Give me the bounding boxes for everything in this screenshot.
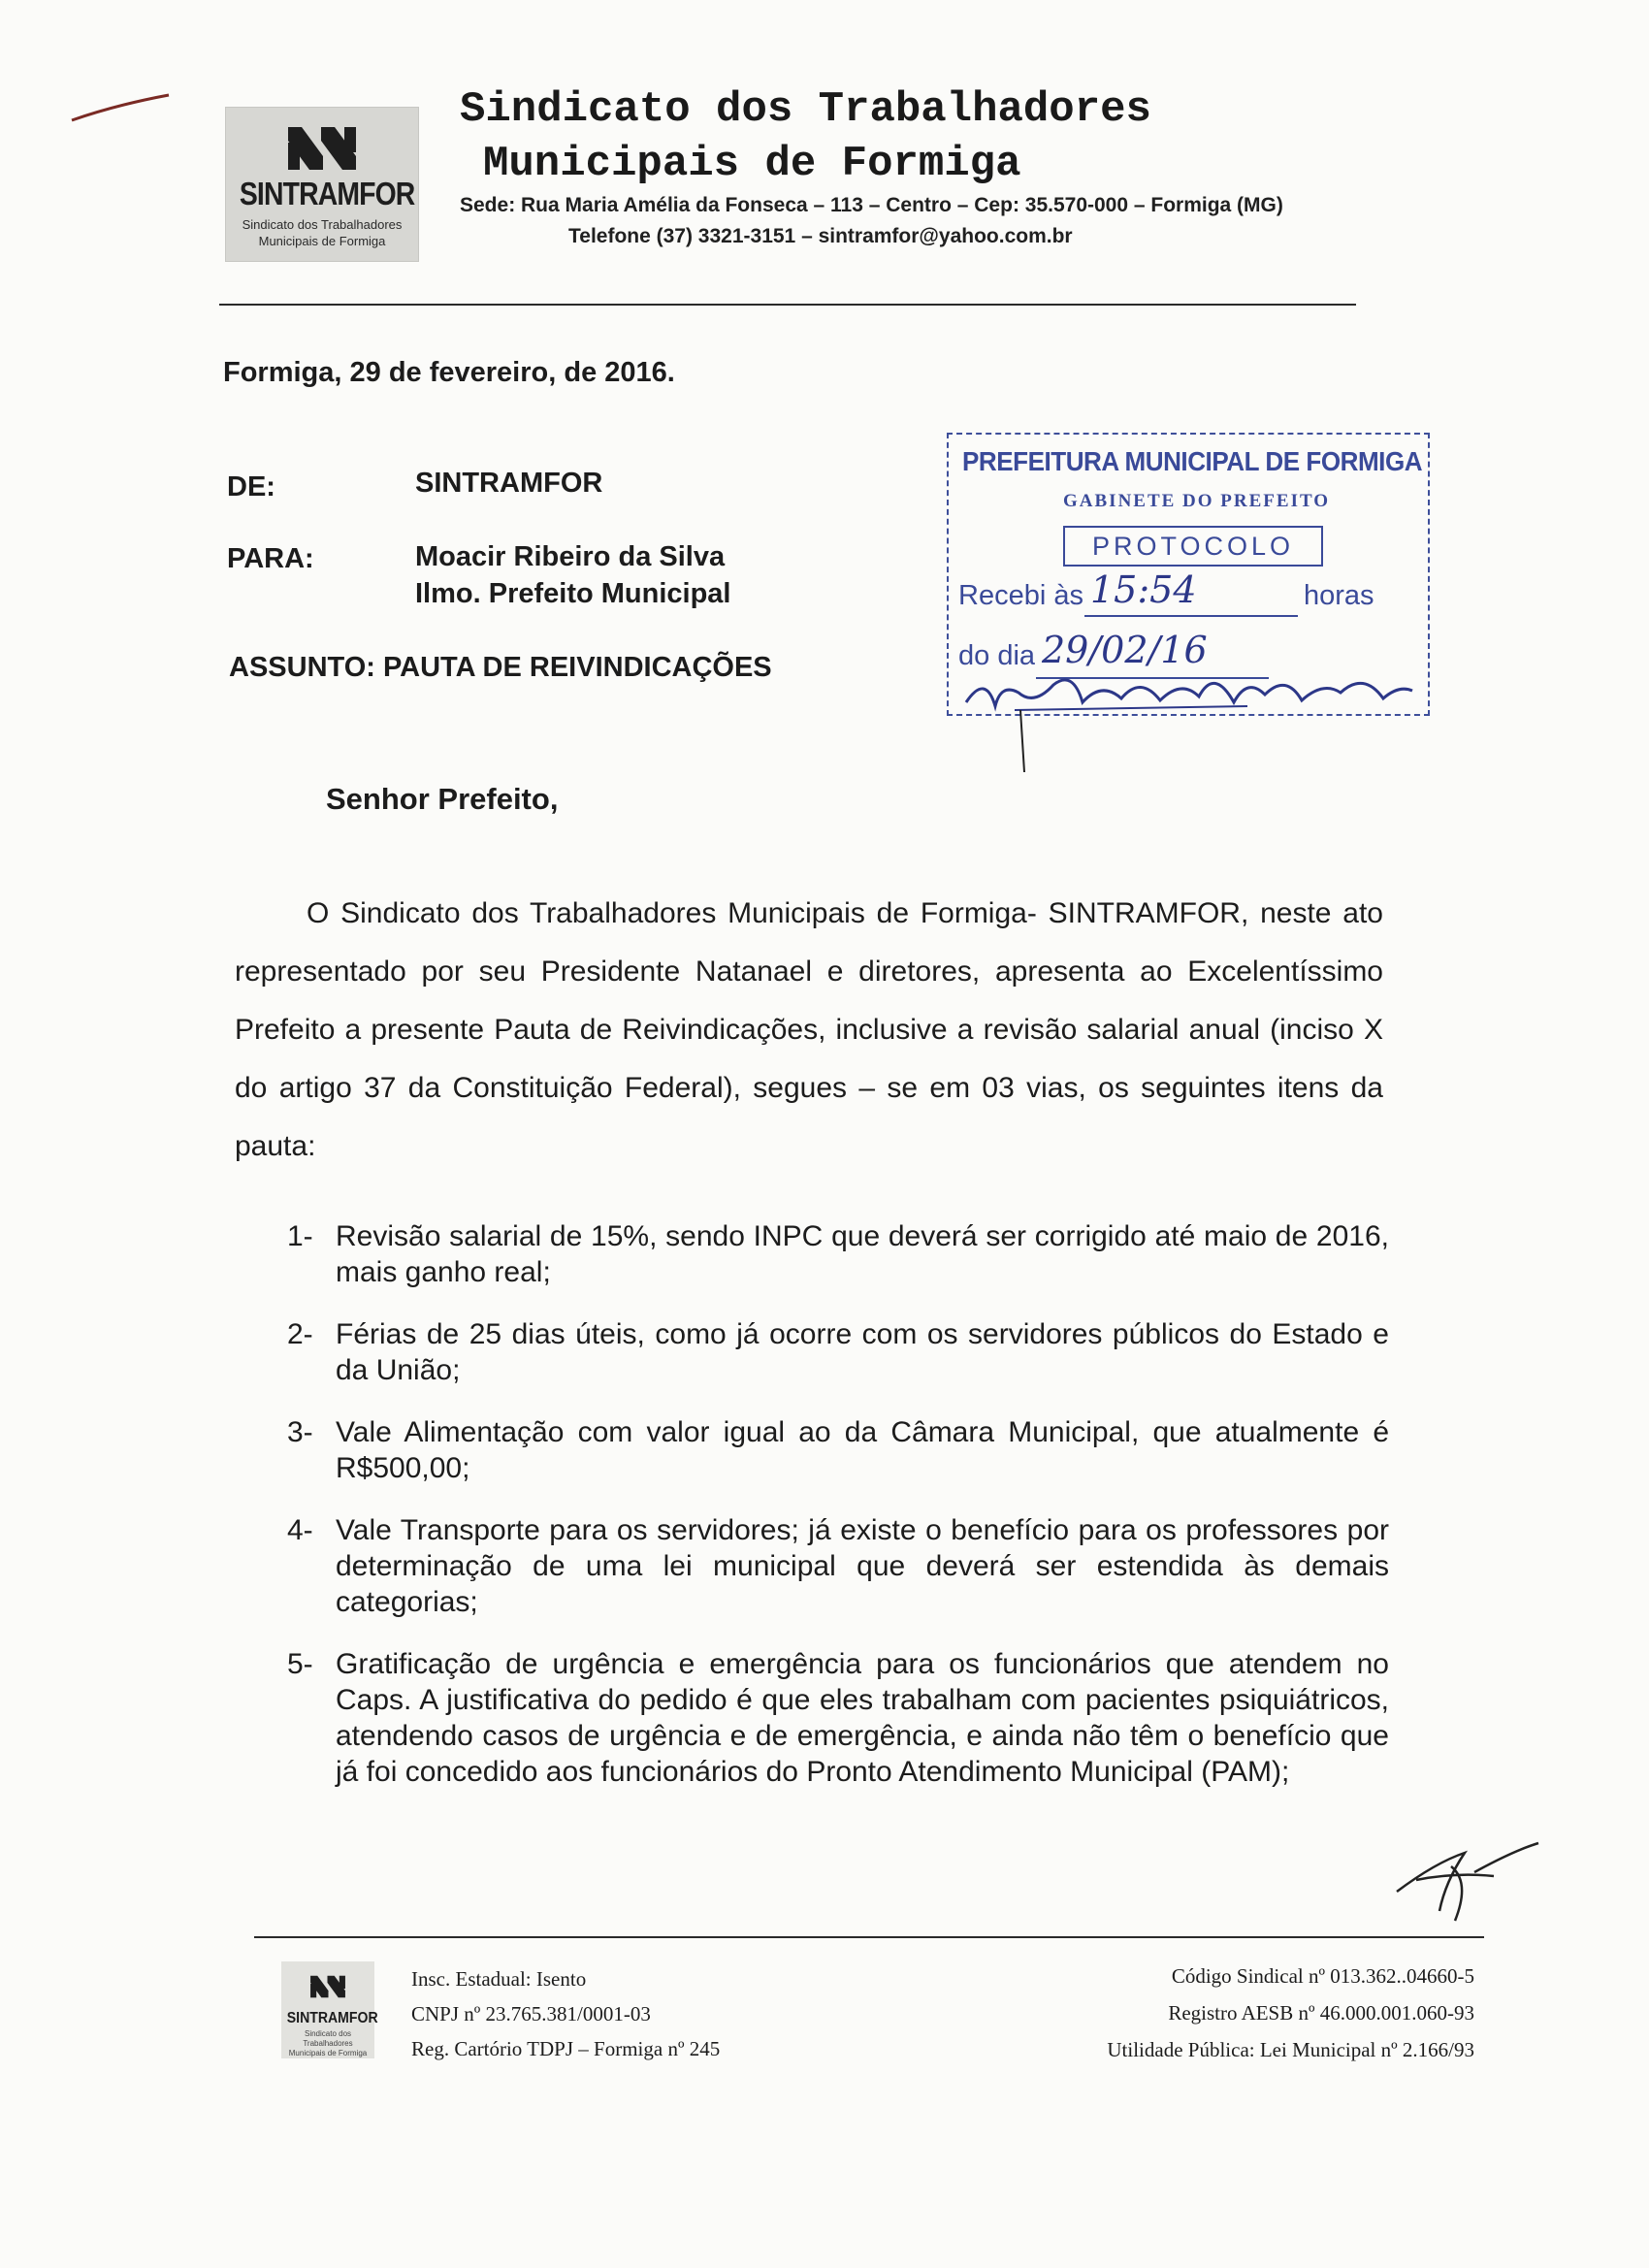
from-label: DE: [227, 471, 275, 502]
aesb-registration: Registro AESB nº 46.000.001.060-93 [1168, 2001, 1474, 2025]
stamp-day-label: do dia [958, 640, 1036, 671]
list-item [287, 1512, 1389, 1620]
stamp-received-date: 29/02/16 [1042, 629, 1208, 671]
letter-date: Formiga, 29 de fevereiro, de 2016. [223, 357, 675, 388]
letter-body-text: O Sindicato dos Trabalhadores Municipais de Formiga- SINTRAMFOR, neste ato representado por seu Presidente Natanael e diretores, apresenta ao Excelentíssimo Prefeito a presente Pauta de Reivindicações, inclusive a revisão salarial anual (inciso X do artigo 37 da Constituição Federal), segues – se em 03 vias, os seguintes itens da pauta: [235, 897, 1383, 1162]
footer-logo-sub1: Sindicato dos Trabalhadores [303, 2029, 353, 2048]
item-number: 2- [287, 1318, 313, 1350]
list-item [287, 1316, 1389, 1388]
footer-logo-mark [308, 1971, 347, 2002]
item-text: Férias de 25 dias úteis, como já ocorre com os servidores públicos do Estado e da União; [336, 1318, 1389, 1386]
footer-logo-sub2: Municipais de Formiga [288, 2049, 368, 2057]
to-label: PARA: [227, 543, 314, 574]
stamp-hours-label: horas [1304, 580, 1374, 611]
stamp-received-label: Recebi às [958, 580, 1083, 611]
stamp-city-hall: PREFEITURA MUNICIPAL DE FORMIGA [962, 446, 1423, 476]
item-text: Vale Transporte para os servidores; já existe o benefício para os professores por determinação de uma lei municipal que deverá ser estendida às demais categorias; [336, 1514, 1389, 1618]
footer-logo-subtitle [281, 2029, 374, 2058]
stamp-protocol: PROTOCOLO [1063, 526, 1323, 567]
footer-logo [281, 1961, 378, 2058]
list-item [287, 1646, 1389, 1790]
salutation: Senhor Prefeito, [326, 782, 559, 816]
item-number: 1- [287, 1220, 313, 1252]
from-value: SINTRAMFOR [415, 468, 603, 499]
to-title: Ilmo. Prefeito Municipal [415, 578, 731, 609]
headquarters-address: Sede: Rua Maria Amélia da Fonseca – 113 – Centro – Cep: 35.570-000 – Formiga (MG) [460, 194, 1283, 216]
to-name: Moacir Ribeiro da Silva [415, 541, 726, 572]
union-logo [225, 107, 419, 262]
org-name-line1: Sindicato dos Trabalhadores [460, 85, 1151, 134]
item-number: 4- [287, 1514, 313, 1546]
logo-subtitle-line1: Sindicato dos Trabalhadores [242, 217, 403, 232]
sintramfor-logo-mark [284, 123, 360, 174]
footer-registrations-right [1107, 1958, 1474, 2068]
union-code: Código Sindical nº 013.362..04660-5 [1171, 1964, 1474, 1988]
footer-logo-title: SINTRAMFOR [286, 2010, 378, 2026]
state-registration: Insc. Estadual: Isento [411, 1967, 587, 1991]
phone-email: Telefone (37) 3321-3151 – sintramfor@yahoo.com.br [568, 225, 1073, 247]
demands-list [287, 1218, 1389, 1816]
logo-subtitle [226, 216, 418, 249]
footer-registrations-left [411, 1961, 720, 2066]
initials-signature [1377, 1824, 1542, 1930]
footer-divider [254, 1936, 1484, 1938]
logo-subtitle-line2: Municipais de Formiga [258, 234, 386, 248]
subject: ASSUNTO: PAUTA DE REIVINDICAÇÕES [229, 652, 772, 683]
letter-body [235, 885, 1383, 1176]
list-item [287, 1414, 1389, 1486]
cnpj: CNPJ nº 23.765.381/0001-03 [411, 2002, 651, 2025]
logo-title: SINTRAMFOR [239, 176, 415, 211]
item-text: Vale Alimentação com valor igual ao da Câmara Municipal, que atualmente é R$500,00; [336, 1416, 1389, 1484]
item-number: 5- [287, 1648, 313, 1680]
public-utility-law: Utilidade Pública: Lei Municipal nº 2.166/93 [1107, 2038, 1474, 2061]
stamp-received-time: 15:54 [1090, 568, 1197, 611]
registry-office: Reg. Cartório TDPJ – Formiga nº 245 [411, 2037, 721, 2060]
header-divider [219, 304, 1356, 306]
stamp-time-line [1084, 615, 1298, 617]
stamp-cabinet: GABINETE DO PREFEITO [1063, 491, 1331, 511]
pen-mark [68, 87, 175, 126]
item-text: Gratificação de urgência e emergência para os funcionários que atendem no Caps. A justificativa do pedido é que eles trabalham com pacientes psiquiátricos, atendendo casos de urgência e de emergência, e ainda não têm o benefício que já foi concedido aos funcionários do Pronto Atendimento Municipal (PAM); [336, 1648, 1389, 1788]
list-item [287, 1218, 1389, 1290]
protocol-stamp [947, 433, 1430, 716]
item-number: 3- [287, 1416, 313, 1448]
item-text: Revisão salarial de 15%, sendo INPC que deverá ser corrigido até maio de 2016, mais ganho real; [336, 1220, 1389, 1288]
org-name-line2: Municipais de Formiga [483, 140, 1021, 188]
stamp-pen-stroke [1015, 708, 1034, 776]
